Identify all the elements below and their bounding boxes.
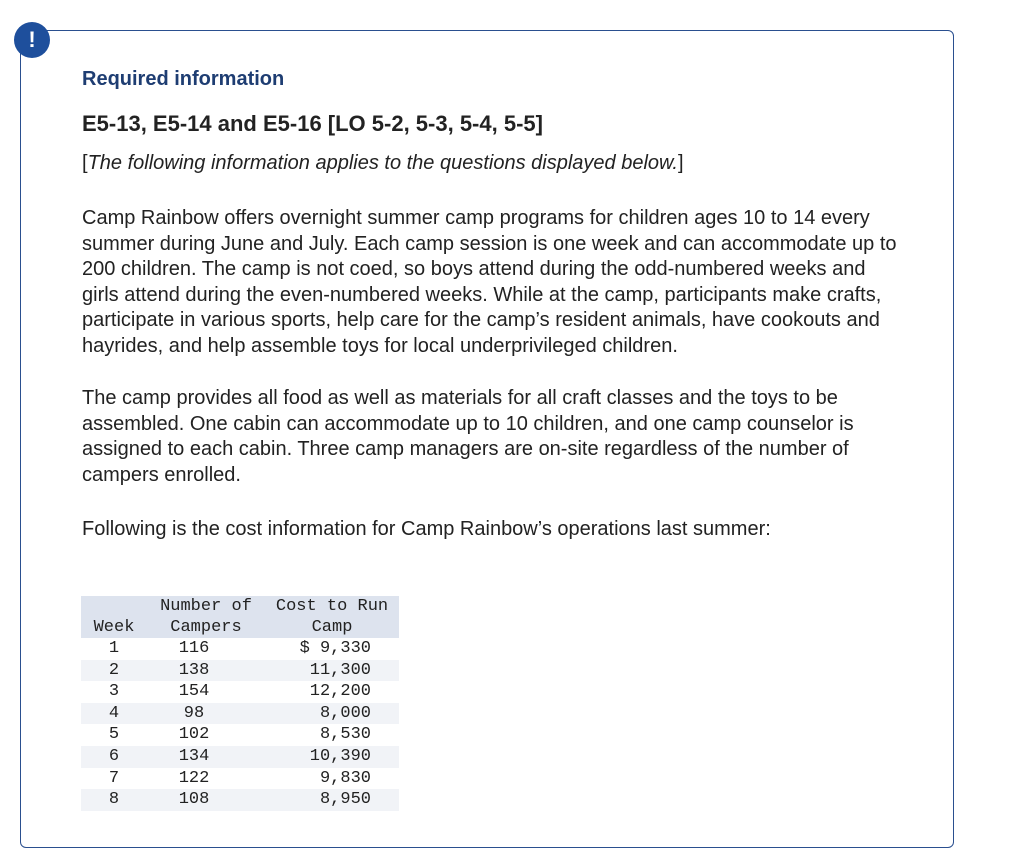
cell-week: 6 [81,746,147,768]
cell-week: 2 [81,660,147,682]
header-week: Week [81,596,147,638]
note-close-bracket: ] [677,152,684,174]
cost-table [81,596,399,811]
cell-cost: $ 9,330 [299,639,371,658]
note-open-bracket: [ [82,152,88,174]
paragraph-camp-description: Camp Rainbow offers overnight summer camp programs for children ages 10 to 14 every summer during June and July. Each camp session is one week and can accommodate up to 200 children. The camp is not coed, so boys attend during the odd-numbered weeks and girls attend during the even-numbered weeks. While at the camp, participants make crafts, participate in various sports, help care for the camp’s resident animals, have cookouts and hayrides, and help assemble toys for local underprivileged children. [82,207,897,357]
cell-week: 4 [81,703,147,725]
cell-campers: 102 [178,725,210,745]
cell-campers: 98 [147,703,265,725]
note-text: The following information applies to the questions displayed below. [87,152,678,174]
cell-campers: 138 [147,660,265,682]
cell-week: 3 [108,682,120,702]
table-row [81,768,399,790]
table-row [81,789,399,811]
exercise-title: E5-13, E5-14 and E5-16 [LO 5-2, 5-3, 5-4, 5-5] [82,111,543,136]
required-info-card [20,30,954,848]
cell-cost: 8,950 [265,789,399,811]
table-row [81,660,399,682]
cell-week: 1 [108,639,120,658]
cell-campers: 116 [178,639,210,658]
paragraph-camp-provisions: The camp provides all food as well as materials for all craft classes and the toys to be assembled. One cabin can accommodate up to 10 children, and one camp counselor is assigned to each cabin. Three camp managers are on-site regardless of the number of campers enrolled. [82,387,854,486]
table-row [81,681,399,703]
required-info-heading: Required information [82,68,285,90]
cell-cost: 8,000 [265,703,399,725]
cell-cost: 12,200 [309,682,371,702]
alert-icon: ! [14,22,50,58]
cell-week: 7 [108,768,120,788]
applies-note [82,150,902,176]
table-header-row [81,596,399,638]
cell-week: 8 [81,789,147,811]
header-cost-to-run-camp: Cost to Run Camp [265,596,399,638]
card-content [82,66,902,543]
cell-cost: 11,300 [265,660,399,682]
table-row [81,703,399,725]
cell-campers: 122 [178,768,210,788]
table-row [81,724,399,746]
cell-cost: 9,830 [319,768,371,788]
table-row [81,746,399,768]
table-row [81,638,399,660]
cell-campers: 108 [147,789,265,811]
header-number-of-campers: Number of Campers [147,596,265,638]
cell-week: 5 [108,725,120,745]
cell-campers: 154 [178,682,210,702]
cell-cost: 10,390 [265,746,399,768]
cell-campers: 134 [147,746,265,768]
paragraph-cost-intro: Following is the cost information for Camp Rainbow’s operations last summer: [82,518,771,540]
cell-cost: 8,530 [319,725,371,745]
